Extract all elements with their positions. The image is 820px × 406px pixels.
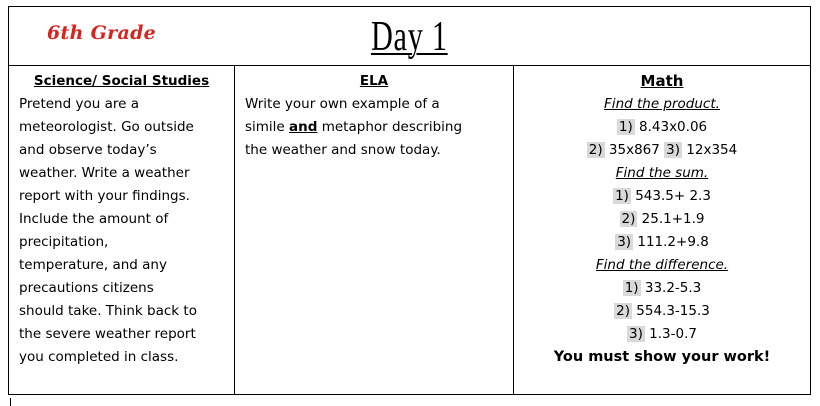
problem-number: 2) <box>588 142 603 158</box>
science-line: report with your findings. <box>19 188 190 204</box>
ela-text: metaphor describing <box>317 119 463 135</box>
science-line: weather. Write a weather <box>19 165 190 181</box>
problem-number: 3) <box>617 234 632 250</box>
assignment-table <box>8 6 811 395</box>
math-problem <box>514 300 810 323</box>
ela-line: the weather and snow today. <box>245 142 441 158</box>
science-column <box>9 66 235 394</box>
problem-expression: 554.3-15.3 <box>631 303 710 319</box>
science-line: Pretend you are a <box>19 96 139 112</box>
problem-number: 2) <box>616 303 630 319</box>
math-problem <box>514 139 810 162</box>
science-line: temperature, and any <box>19 257 167 273</box>
math-problem <box>514 277 810 300</box>
ela-line <box>245 116 513 139</box>
ela-heading: ELA <box>359 73 389 89</box>
problem-expression: 33.2-5.3 <box>640 280 702 296</box>
problem-expression: 35x867 <box>604 142 665 158</box>
show-work-note: You must show your work! <box>553 349 771 365</box>
science-line: precautions citizens <box>19 280 154 296</box>
grade-label: 6th Grade <box>47 22 157 44</box>
problem-number: 3) <box>666 142 680 158</box>
sum-heading: Find the sum. <box>615 165 709 181</box>
problem-number: 2) <box>621 211 636 227</box>
problem-expression: 25.1+1.9 <box>637 211 705 227</box>
math-heading: Math <box>640 72 684 90</box>
science-line: should take. Think back to <box>19 303 197 319</box>
problem-number: 1) <box>618 119 633 135</box>
science-line: meteorologist. Go outside <box>19 119 194 135</box>
day-title: Day 1 <box>371 14 448 60</box>
math-problem <box>514 323 810 346</box>
ela-column <box>235 66 514 394</box>
ela-emphasis: and <box>289 119 318 135</box>
science-heading: Science/ Social Studies <box>33 73 210 89</box>
science-line: precipitation, <box>19 234 109 250</box>
science-line: and observe today’s <box>19 142 157 158</box>
problem-expression: 1.3-0.7 <box>644 326 697 342</box>
science-line: the severe weather report <box>19 326 196 342</box>
science-line: you completed in class. <box>19 349 179 365</box>
problem-expression: 111.2+9.8 <box>633 234 709 250</box>
product-heading: Find the product. <box>604 96 720 112</box>
problem-number: 1) <box>615 188 629 204</box>
ela-line: Write your own example of a <box>245 96 440 112</box>
problem-number: 3) <box>629 326 643 342</box>
problem-number: 1) <box>624 280 639 296</box>
header-row <box>9 7 810 66</box>
science-line: Include the amount of <box>19 211 169 227</box>
ela-text: simile <box>245 119 290 135</box>
math-problem <box>514 231 810 254</box>
text-cursor <box>10 398 11 406</box>
problem-expression: 543.5+ 2.3 <box>630 188 711 204</box>
math-problem <box>514 208 810 231</box>
math-problem <box>514 185 810 208</box>
problem-expression: 8.43x0.06 <box>634 119 708 135</box>
difference-heading: Find the difference. <box>595 257 729 273</box>
math-column <box>514 66 810 394</box>
problem-expression: 12x354 <box>682 142 738 158</box>
math-problem <box>514 116 810 139</box>
